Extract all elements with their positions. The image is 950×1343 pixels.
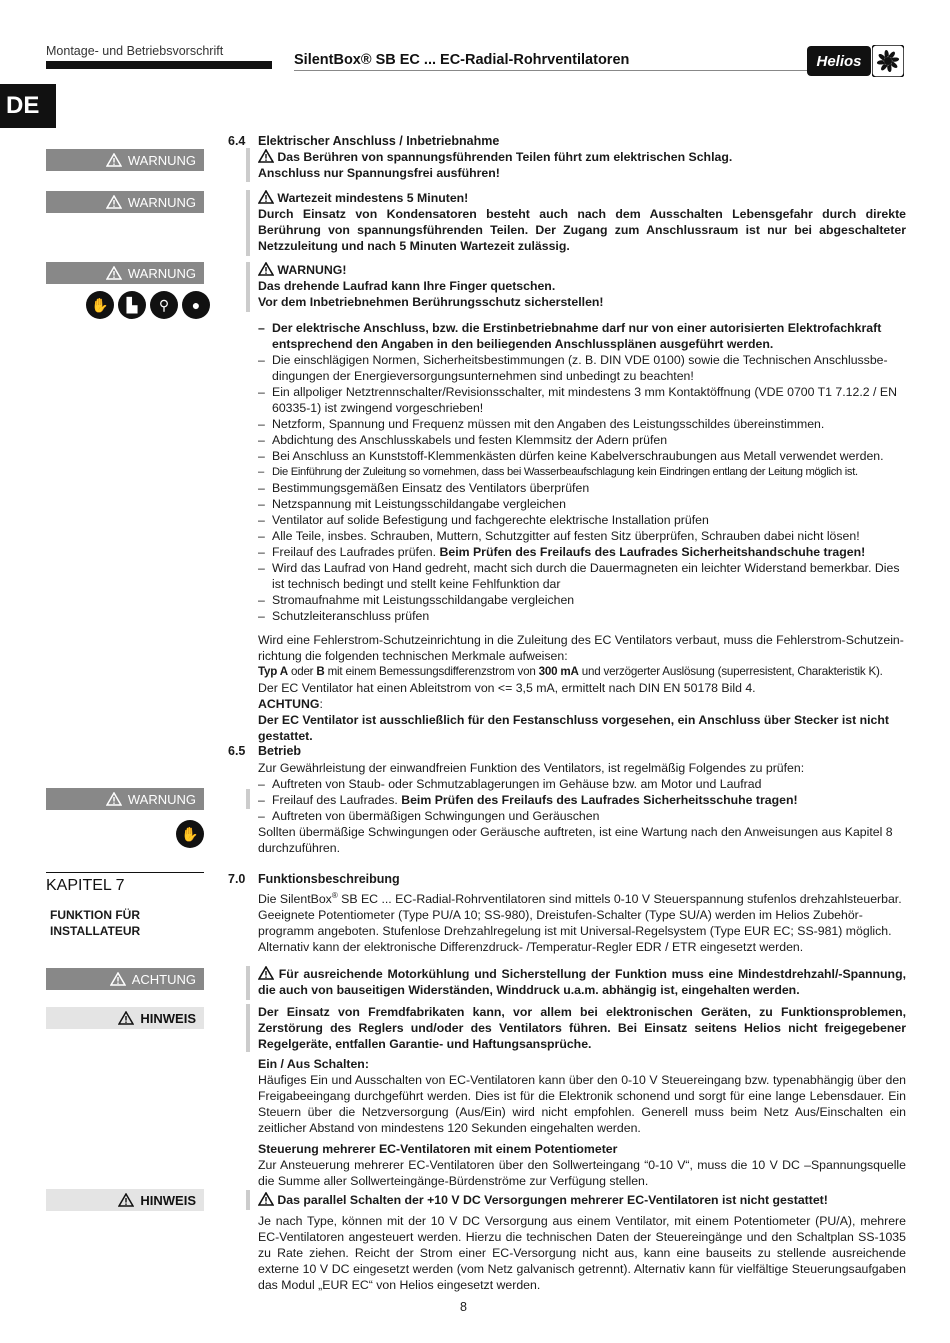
control-block <box>258 1141 906 1189</box>
chapter-subtitle-line: FUNKTION FÜR <box>50 908 140 922</box>
note-body: Der Einsatz von Fremdfabrikaten kann, vor allem bei elektronischen Geräten, zu Funktionsproblemen, Zerstörung des Reglers und/oder des Ventilators führen. Bei Einsatz seitens Helios nicht freigegebener Regelgeräte, entfallen Garantie- und Haftungsansprüche. <box>258 1005 906 1051</box>
warning-icon <box>106 792 122 806</box>
text: : <box>319 697 323 711</box>
list-item-emphasis: Beim Prüfen des Freilaufs des Laufrades Sicherheitsschuhe tragen! <box>401 793 798 807</box>
emphasis: Typ A <box>258 665 288 678</box>
list-item: – Bestimmungsgemäßen Einsatz des Ventilators überprüfen <box>258 480 906 496</box>
warning-line: Wartezeit mindestens 5 Minuten! <box>277 191 469 205</box>
paragraph: Zur Gewährleistung der einwandfreien Funktion des Ventilators, ist regelmäßig Folgendes zu prüfen: <box>258 761 805 775</box>
paragraph: Der EC Ventilator ist ausschließlich für den Festanschluss vorgesehen, ein Anschluss über Stecker ist nicht gestattet. <box>258 713 889 743</box>
paragraph: Der EC Ventilator hat einen Ableitstrom von <= 3,5 mA, ermittelt nach DIN EN 50178 Bild 4. <box>258 681 756 695</box>
caution-label <box>46 968 204 990</box>
list-item: – Ventilator auf solide Befestigung und fachgerechte elektrische Installation prüfen <box>258 512 906 528</box>
list-item: – Wird das Laufrad von Hand gedreht, macht sich durch die Dauermagneten ein leichter Widerstand bemerkbar. Dies ist technisch bedingt und stellt keine Fehlfunktion dar <box>258 560 906 592</box>
text: und verzögerter Auslösung (superresistent, Charakteristik K). <box>578 665 883 678</box>
section-number: 7.0 <box>228 872 246 886</box>
warning-label <box>46 262 204 284</box>
note-text-block <box>258 1192 906 1208</box>
on-off-block <box>258 1056 906 1136</box>
helios-logo: Helios <box>807 46 871 76</box>
operation-block <box>258 760 906 856</box>
warning-icon <box>258 262 274 276</box>
list-item: – Auftreten von Staub- oder Schmutzablagerungen im Gehäuse bzw. am Motor und Laufrad <box>258 776 906 792</box>
list-item: – Stromaufnahme mit Leistungsschildangabe vergleichen <box>258 592 906 608</box>
fan-logo-icon <box>872 45 904 77</box>
text: oder <box>287 665 317 678</box>
emphasis: ACHTUNG <box>258 697 320 711</box>
warning-icon <box>106 266 122 280</box>
warning-text: WARNUNG <box>127 791 196 807</box>
paragraph: Je nach Type, können mit der 10 V DC Versorgung aus einem Ventilator, mit einem Potentiometer (PU/A), mehrere EC-Ventilatoren angesteuert werden. Hierzu die technischen Daten der Steuereingänge und den Schaltplan SS-1035 zu Rate ziehen. Reicht der Strom einer EC-Versorgung nicht aus, kann eine bauseits zu stellende ausreichende externe 10 V DC eingesetzt werden (vom Netz galvanisch getrennt). Alternativ kann für vielfältige Steuerungsaufgaben das Modul „EUR EC“ von Helios eingesetzt werden. <box>258 1214 906 1292</box>
list-item: – Ein allpoliger Netztrennschalter/Revisionsschalter, mit mindestens 3 mm Kontaktöffnung (VDE 0700 T1 7.12.2 / EN 60335-1) ist zwingend vorgeschrieben! <box>258 384 906 416</box>
note-body: Das parallel Schalten der +10 V DC Versorgungen mehrerer EC-Ventilatoren ist nicht gestattet! <box>277 1193 828 1207</box>
list-item: – Alle Teile, insbes. Schrauben, Muttern, Schutzgitter auf festen Sitz überprüfen, Schrauben dabei nicht lösen! <box>258 528 906 544</box>
trademark: ® <box>331 891 338 900</box>
caution-body: Für ausreichende Motorkühlung und Sicherstellung der Funktion muss eine Mindestdrehzahl/-Spannung, die auch von bauseitigen Widerständen, Winddruck u.a.m. abhängig ist, eingehalten werden. <box>258 967 906 997</box>
list-item: – Die Einführung der Zuleitung so vornehmen, dass bei Wasserbeaufschlagung kein Eindringen entlang der Leitung möglich ist. <box>258 464 906 480</box>
caution-bracket <box>246 966 250 1000</box>
protective-clothing-icon: ⚲ <box>150 291 178 319</box>
paragraph: Wird eine Fehlerstrom-Schutzeinrichtung in die Zuleitung des EC Ventilators verbaut, muss die Fehlerstrom-Schutzein-richtung die folgenden technischen Merkmale aufweisen: <box>258 633 904 663</box>
text: mit einem Bemessungsdifferenzstrom von <box>324 665 539 678</box>
ppe-icons <box>86 291 210 319</box>
warning-label <box>46 191 204 213</box>
warning-text: WARNUNG <box>127 265 196 281</box>
list-item: – Der elektrische Anschluss, bzw. die Erstinbetriebnahme darf nur von einer autorisierten Elektrofachkraft entsprechend den Angaben in den beiliegenden Anschlussplänen ausgeführt werden. <box>258 320 906 352</box>
page-number: 8 <box>460 1300 467 1314</box>
note-bracket <box>246 1004 250 1052</box>
subsection-title: Steuerung mehrerer EC-Ventilatoren mit einem Potentiometer <box>258 1142 618 1156</box>
warning-icon <box>106 153 122 167</box>
warning-icon <box>118 1193 134 1207</box>
emphasis: 300 mA <box>538 665 579 678</box>
list-item: – Schutzleiteranschluss prüfen <box>258 608 906 624</box>
note-label <box>46 1007 204 1029</box>
section-number: 6.5 <box>228 744 246 758</box>
note-label <box>46 1189 204 1211</box>
section-number: 6.4 <box>228 134 246 148</box>
language-tab: DE <box>0 84 56 128</box>
paragraph <box>258 664 906 680</box>
chapter-subtitle <box>50 907 140 939</box>
list-item <box>258 792 906 808</box>
subsection-title: Ein / Aus Schalten: <box>258 1057 369 1071</box>
warning-body: Durch Einsatz von Kondensatoren besteht auch nach dem Ausschalten Lebensgefahr durch direkte Berührung von spannungsführenden Teilen. Der Zugang zum Anschlussraum ist nur bei abgeschalteter Netzzuleitung und nach 5 Minuten Wartezeit zulässig. <box>258 207 906 253</box>
gloves-icon: ✋ <box>86 291 114 319</box>
list-item: – Netzspannung mit Leistungsschildangabe vergleichen <box>258 496 906 512</box>
warning-bracket <box>246 148 250 182</box>
warning-icon <box>258 966 274 980</box>
chapter-title: KAPITEL 7 <box>46 872 204 895</box>
rcd-paragraph <box>258 632 906 744</box>
warning-line: Anschluss nur Spannungsfrei ausführen! <box>258 166 500 180</box>
list-item <box>258 544 906 560</box>
doc-title: SilentBox® SB EC ... EC-Radial-Rohrventilatoren <box>294 52 630 68</box>
warning-text-block <box>258 262 906 310</box>
warning-line: Vor dem Inbetriebnehmen Berührungsschutz sicherstellen! <box>258 295 604 309</box>
warning-icon <box>106 195 122 209</box>
caution-text-block <box>258 966 906 998</box>
safety-boots-icon: ▙ <box>118 291 146 319</box>
warning-icon <box>258 1192 274 1206</box>
checklist <box>258 320 906 624</box>
caution-text: ACHTUNG <box>131 971 196 987</box>
warning-text-block <box>258 190 906 254</box>
section-title: Elektrischer Anschluss / Inbetriebnahme <box>258 134 500 148</box>
note-bracket <box>246 1190 250 1210</box>
warning-icon <box>258 149 274 163</box>
note-text: HINWEIS <box>140 1010 196 1026</box>
warning-icon <box>118 1011 134 1025</box>
warning-text: WARNUNG <box>127 194 196 210</box>
chapter-subtitle-line: INSTALLATEUR <box>50 924 141 938</box>
paragraph <box>258 888 906 955</box>
note-text: HINWEIS <box>140 1192 196 1208</box>
warning-line: Das drehende Laufrad kann Ihre Finger quetschen. <box>258 279 556 293</box>
paragraph: Häufiges Ein und Ausschalten von EC-Ventilatoren kann über den 0-10 V Steuereingang bzw. typenabhängig über den Freigabeeingang durchgeführt werden. Dies ist für die Elektronik schonend und sorgt für eine lange Lebensdauer. Ein Steuern über die Netzversorgung (Aus/Ein) wird nicht empfohlen. Generell muss beim Netz Aus/Einschalten ein zeitlicher Abstand von mindestens 120 Sekunden eingehalten werden. <box>258 1073 906 1135</box>
warning-line: Das Berühren von spannungsführenden Teilen führt zum elektrischen Schlag. <box>277 150 733 164</box>
header-bar <box>46 61 272 69</box>
list-item: – Die einschlägigen Normen, Sicherheitsbestimmungen (z. B. DIN VDE 0100) sowie die Technischen Anschlussbe-dingungen der Energieversorgungsunternehmen sind unbedingt zu beachten! <box>258 352 906 384</box>
warning-line: WARNUNG! <box>277 263 347 277</box>
helmet-icon: ● <box>182 291 210 319</box>
paragraph <box>258 696 906 712</box>
list-item-emphasis: Beim Prüfen des Freilaufs des Laufrades Sicherheitshandschuhe tragen! <box>439 545 866 559</box>
warning-bracket <box>246 262 250 312</box>
warning-label <box>46 149 204 171</box>
paragraph: Sollten übermäßige Schwingungen oder Geräusche auftreten, ist eine Wartung nach den Anweisungen aus Kapitel 8 durchzuführen. <box>258 825 893 855</box>
warning-icon <box>110 972 126 986</box>
header-rule <box>294 70 814 71</box>
emphasis: B <box>316 665 325 678</box>
list-item-text: Freilauf des Laufrades prüfen. <box>272 545 440 559</box>
gloves-icon: ✋ <box>176 820 204 848</box>
warning-label <box>46 788 204 810</box>
list-item: – Auftreten von übermäßigen Schwingungen und Geräuschen <box>258 808 906 824</box>
warning-bracket <box>246 789 250 809</box>
section-title: Betrieb <box>258 744 302 758</box>
list-item-text: Freilauf des Laufrades. <box>272 793 402 807</box>
doc-type-label: Montage- und Betriebsvorschrift <box>46 44 224 58</box>
list-item: – Bei Anschluss an Kunststoff-Klemmenkästen dürfen keine Kabelverschraubungen aus Metall verwendet werden. <box>258 448 906 464</box>
list-item: – Abdichtung des Anschlusskabels und festen Klemmsitz der Adern prüfen <box>258 432 906 448</box>
text: SB EC ... EC-Radial-Rohrventilatoren sind mittels 0-10 V Steuerspannung stufenlos drehzahlsteuerbar. Geeignete Potentiometer (Type PU/A 10; SS-980), Dreistufen-Schalter (Type SU/A) werden im Helios Zubehör-programm angeboten. Stufenlose Drehzahlregelung ist mit Universal-Regelsystem (Type EUR EC; SS-981) möglich. Alternativ kann der elektronische Differenzdruck- /Temperatur-Regler EDR / ETR eingesetzt werden. <box>258 892 902 955</box>
section-title: Funktionsbeschreibung <box>258 872 400 886</box>
warning-bracket <box>246 190 250 256</box>
paragraph: Zur Ansteuerung mehrerer EC-Ventilatoren über den Sollwerteingang “0-10 V“, muss die 10 V DC –Spannungsquelle die Summe aller Sollwerteingänge-Bürdenströme zur Verfügung stellen. <box>258 1158 906 1188</box>
text: Die SilentBox <box>258 892 332 907</box>
warning-text: WARNUNG <box>127 152 196 168</box>
warning-icon <box>258 190 274 204</box>
list-item: – Netzform, Spannung und Frequenz müssen mit den Angaben des Leistungsschildes übereinstimmen. <box>258 416 906 432</box>
warning-text-block <box>258 149 906 181</box>
